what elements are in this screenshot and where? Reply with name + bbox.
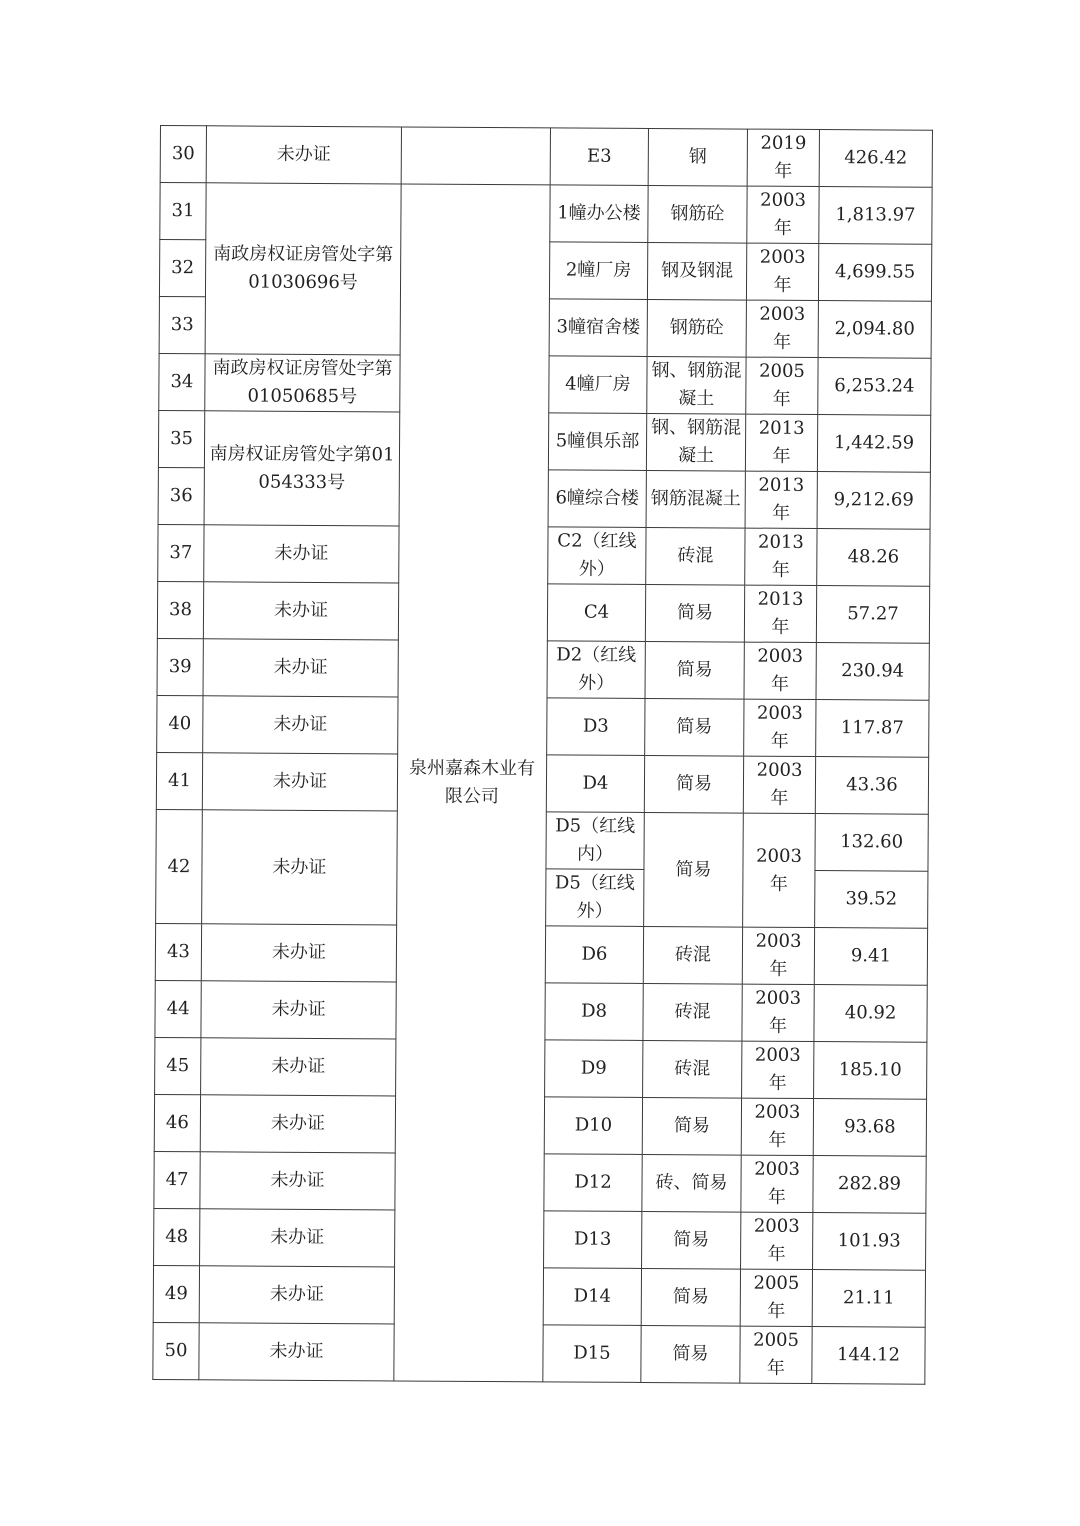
year-cell: 2003年 bbox=[741, 1212, 813, 1269]
row-number: 50 bbox=[153, 1322, 199, 1379]
area-cell: 1,442.59 bbox=[817, 415, 930, 473]
structure-cell: 简易 bbox=[641, 1268, 740, 1326]
structure-cell: 砖混 bbox=[646, 527, 745, 585]
structure-cell: 钢筋砼 bbox=[647, 299, 746, 357]
year-cell: 2003年 bbox=[746, 243, 818, 300]
owner-cell: 泉州嘉森木业有限公司 bbox=[394, 184, 550, 1382]
certificate-cell: 未办证 bbox=[206, 126, 401, 184]
row-number: 30 bbox=[160, 126, 206, 183]
area-cell: 21.11 bbox=[812, 1270, 925, 1328]
certificate-cell: 未办证 bbox=[199, 1323, 394, 1381]
area-cell: 6,253.24 bbox=[818, 358, 931, 416]
year-cell: 2003年 bbox=[744, 642, 816, 699]
building-name: C4 bbox=[547, 584, 645, 642]
area-cell: 43.36 bbox=[815, 757, 928, 815]
area-cell: 9.41 bbox=[814, 928, 927, 986]
building-name: 2幢厂房 bbox=[549, 242, 647, 300]
building-name: D2（红线外） bbox=[547, 641, 645, 699]
structure-cell: 钢、钢筋混凝土 bbox=[647, 356, 746, 414]
certificate-cell: 未办证 bbox=[203, 696, 398, 754]
row-number: 34 bbox=[159, 353, 205, 410]
building-name: D6 bbox=[545, 926, 643, 984]
year-cell: 2003年 bbox=[743, 756, 815, 813]
owner-cell-empty bbox=[401, 127, 550, 185]
area-cell: 426.42 bbox=[819, 130, 932, 188]
year-cell: 2005年 bbox=[746, 357, 818, 414]
structure-cell: 简易 bbox=[641, 1325, 740, 1383]
year-cell: 2005年 bbox=[740, 1326, 812, 1383]
area-cell: 101.93 bbox=[813, 1213, 926, 1271]
row-number: 37 bbox=[158, 524, 204, 581]
structure-cell: 钢 bbox=[648, 128, 747, 186]
building-name: D13 bbox=[544, 1211, 642, 1269]
building-name: D3 bbox=[547, 698, 645, 756]
certificate-cell: 未办证 bbox=[201, 981, 396, 1039]
row-number: 43 bbox=[155, 923, 201, 980]
row-number: 36 bbox=[158, 467, 204, 524]
building-name: C2（红线外） bbox=[548, 527, 646, 585]
table-row bbox=[160, 126, 932, 188]
building-name: 6幢综合楼 bbox=[548, 470, 646, 528]
certificate-cell: 未办证 bbox=[203, 639, 398, 697]
area-cell: 57.27 bbox=[816, 586, 929, 644]
year-cell: 2005年 bbox=[740, 1269, 812, 1326]
structure-cell: 砖、简易 bbox=[642, 1154, 741, 1212]
certificate-cell: 南房权证房管处字第01054333号 bbox=[204, 411, 400, 526]
row-number: 38 bbox=[157, 581, 203, 638]
certificate-cell: 未办证 bbox=[200, 1095, 395, 1153]
building-name: D4 bbox=[546, 755, 644, 813]
building-name: D5（红线外） bbox=[546, 869, 644, 927]
row-number: 46 bbox=[154, 1094, 200, 1151]
year-cell: 2013年 bbox=[745, 528, 817, 585]
certificate-cell: 未办证 bbox=[200, 1209, 395, 1267]
structure-cell: 钢及钢混 bbox=[647, 242, 746, 300]
certificate-cell: 未办证 bbox=[201, 1038, 396, 1096]
building-name: E3 bbox=[550, 128, 648, 186]
area-cell: 9,212.69 bbox=[817, 472, 930, 530]
row-number: 41 bbox=[156, 752, 202, 809]
row-number: 32 bbox=[159, 240, 205, 297]
year-cell: 2003年 bbox=[742, 927, 814, 984]
structure-cell: 砖混 bbox=[643, 1040, 742, 1098]
certificate-cell: 未办证 bbox=[203, 582, 398, 640]
row-number: 49 bbox=[153, 1265, 199, 1322]
year-cell: 2013年 bbox=[745, 414, 817, 471]
year-cell: 2019年 bbox=[747, 129, 819, 186]
area-cell: 40.92 bbox=[814, 985, 927, 1043]
certificate-cell: 未办证 bbox=[199, 1266, 394, 1324]
area-cell: 1,813.97 bbox=[819, 187, 932, 245]
row-number: 35 bbox=[158, 410, 204, 467]
row-number: 48 bbox=[154, 1208, 200, 1265]
certificate-cell: 南政房权证房管处字第01030696号 bbox=[205, 183, 401, 355]
year-cell: 2013年 bbox=[744, 585, 816, 642]
structure-cell: 简易 bbox=[645, 698, 744, 756]
row-number: 40 bbox=[157, 695, 203, 752]
building-name: D12 bbox=[544, 1154, 642, 1212]
year-cell: 2003年 bbox=[744, 699, 816, 756]
year-cell: 2003年 bbox=[743, 813, 816, 927]
building-name: D5（红线内） bbox=[546, 812, 644, 870]
structure-cell: 砖混 bbox=[643, 926, 742, 984]
structure-cell: 钢筋砼 bbox=[648, 185, 747, 243]
building-name: 5幢俱乐部 bbox=[548, 413, 646, 471]
structure-cell: 简易 bbox=[644, 812, 744, 927]
row-number: 33 bbox=[159, 296, 205, 353]
year-cell: 2003年 bbox=[747, 186, 819, 243]
area-cell: 48.26 bbox=[817, 529, 930, 587]
area-cell: 117.87 bbox=[816, 700, 929, 758]
area-cell: 4,699.55 bbox=[818, 244, 931, 302]
building-name: D9 bbox=[545, 1040, 643, 1098]
building-name: 1幢办公楼 bbox=[550, 185, 648, 243]
area-cell: 185.10 bbox=[814, 1042, 927, 1100]
row-number: 31 bbox=[160, 183, 206, 240]
structure-cell: 简易 bbox=[642, 1211, 741, 1269]
structure-cell: 简易 bbox=[644, 755, 743, 813]
structure-cell: 钢、钢筋混凝土 bbox=[646, 413, 745, 471]
property-table bbox=[152, 125, 933, 1385]
building-name: D10 bbox=[544, 1097, 642, 1155]
row-number: 42 bbox=[156, 809, 203, 923]
certificate-cell: 南政房权证房管处字第01050685号 bbox=[205, 354, 400, 412]
building-name: 3幢宿舍楼 bbox=[549, 299, 647, 357]
building-name: 4幢厂房 bbox=[549, 356, 647, 414]
area-cell: 39.52 bbox=[815, 871, 928, 929]
structure-cell: 砖混 bbox=[643, 983, 742, 1041]
certificate-cell: 未办证 bbox=[202, 753, 397, 811]
area-cell: 282.89 bbox=[813, 1156, 926, 1214]
year-cell: 2003年 bbox=[742, 984, 814, 1041]
structure-cell: 简易 bbox=[642, 1097, 741, 1155]
year-cell: 2003年 bbox=[742, 1041, 814, 1098]
building-name: D8 bbox=[545, 983, 643, 1041]
certificate-cell: 未办证 bbox=[201, 924, 396, 982]
row-number: 44 bbox=[155, 980, 201, 1037]
year-cell: 2003年 bbox=[741, 1155, 813, 1212]
area-cell: 144.12 bbox=[812, 1327, 925, 1385]
building-name: D14 bbox=[543, 1268, 641, 1326]
building-name: D15 bbox=[543, 1325, 641, 1383]
area-cell: 230.94 bbox=[816, 643, 929, 701]
certificate-cell: 未办证 bbox=[200, 1152, 395, 1210]
year-cell: 2003年 bbox=[741, 1098, 813, 1155]
row-number: 47 bbox=[154, 1151, 200, 1208]
structure-cell: 简易 bbox=[645, 641, 744, 699]
row-number: 45 bbox=[155, 1037, 201, 1094]
year-cell: 2013年 bbox=[745, 471, 817, 528]
area-cell: 93.68 bbox=[813, 1099, 926, 1157]
area-cell: 2,094.80 bbox=[818, 301, 931, 359]
year-cell: 2003年 bbox=[746, 300, 818, 357]
certificate-cell: 未办证 bbox=[204, 525, 399, 583]
area-cell: 132.60 bbox=[815, 814, 928, 872]
structure-cell: 钢筋混凝土 bbox=[646, 470, 745, 528]
table-row bbox=[160, 183, 932, 245]
structure-cell: 简易 bbox=[645, 584, 744, 642]
row-number: 39 bbox=[157, 638, 203, 695]
certificate-cell: 未办证 bbox=[202, 810, 398, 925]
